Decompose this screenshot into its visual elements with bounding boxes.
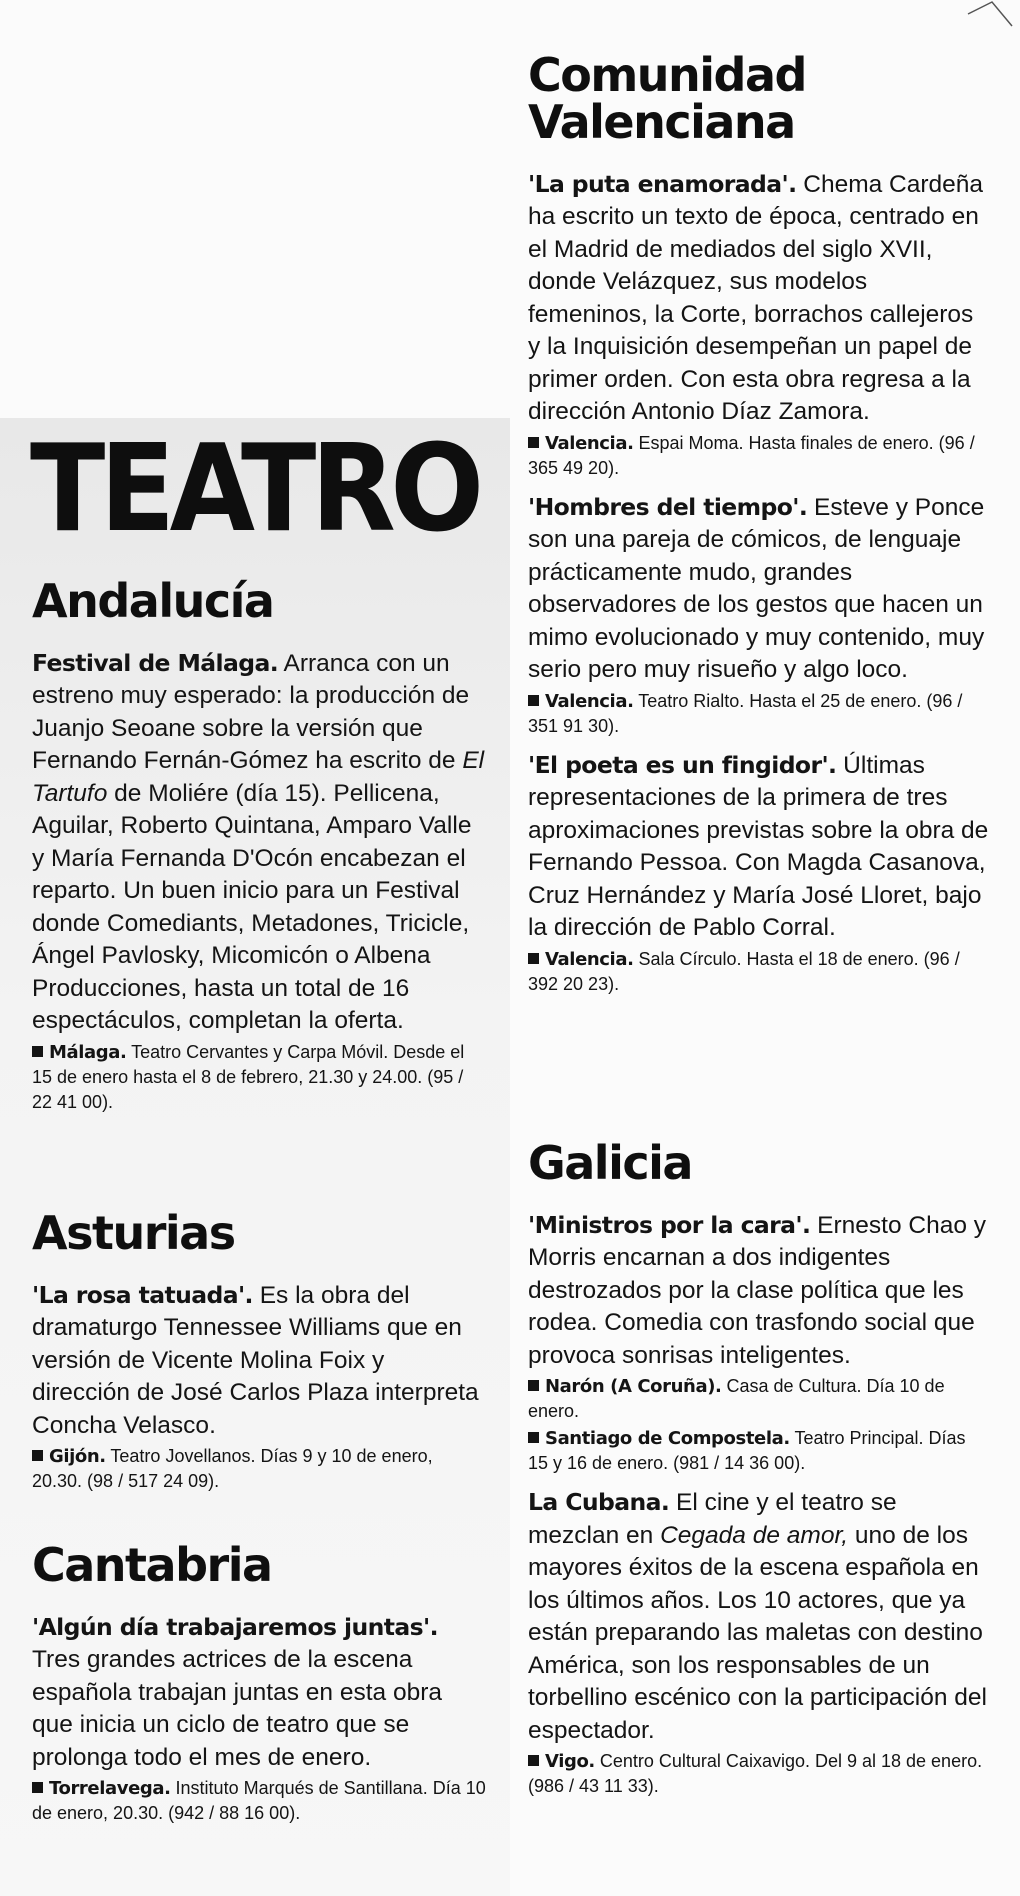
listing-text: Chema Cardeña ha escrito un texto de época, centrado en el Madrid de mediados del siglo XVII, donde Velázquez, sus modelos femeninos, la Corte, borrachos callejeros y la Inquisición desempeñan un papel de primer orden. Con esta obra regresa a la dirección Antonio Díaz Zamora. [528,170,984,426]
listing-venue-info [528,1374,990,1424]
listing-body [528,1486,990,1747]
listing-text: Ernesto Chao y Morris encarnan a dos indigentes destrozados por la clase política que les rodea. Comedia con trasfondo social que provoca sonrisas inteligentes. [528,1211,987,1369]
listing-italic-title: Cegada de amor, [660,1521,849,1549]
venue-details: Casa de Cultura. Día 10 de enero. [528,1376,945,1422]
venue-details: Espai Moma. Hasta finales de enero. (96 / 365 49 20). [528,432,975,478]
listing-venue-info [32,1040,487,1115]
venue-city: Valencia. [545,690,634,712]
venue-city: Narón (A Coruña). [545,1376,722,1398]
listing-lead: 'La rosa tatuada'. [32,1280,253,1309]
square-bullet-icon [528,953,539,964]
listing-text: de Moliére (día 15). Pellicena, Aguilar, Roberto Quintana, Amparo Valle y María Fernanda D'Ocón encabezan el reparto. Un buen inicio para un Festival donde Comediants, Metadones, Tricicle, Ángel Pavlosky, Micomicón o Albena Producciones, hasta un total de 16 espectáculos, completan la oferta. [32,779,472,1035]
venue-details: Sala Círculo. Hasta el 18 de enero. (96 / 392 20 23). [528,948,960,994]
listing-lead: 'Hombres del tiempo'. [528,492,808,521]
listing-item [528,1209,990,1477]
listing-text: Tres grandes actrices de la escena española trabajan juntas en esta obra que inicia un ciclo de teatro que se prolonga todo el mes de enero. [32,1646,442,1771]
region-heading: Galicia [528,1136,692,1190]
listing-text: Últimas representaciones de la primera de tres aproximaciones previstas sobre la obra de Fernando Pessoa. Con Magda Casanova, Cruz Hernández y María José Lloret, bajo la dirección de Pablo Corral. [528,751,989,942]
listing-body [528,168,990,429]
venue-city: Valencia. [545,432,634,454]
listing-venue-info [32,1776,487,1826]
venue-details: Centro Cultural Caixavigo. Del 9 al 18 de enero. (986 / 43 11 33). [528,1751,983,1797]
section-cantabria [32,1538,487,1836]
listing-text: uno de los mayores éxitos de la escena española en los últimos años. Los 10 actores, que ya están preparando las maletas con destino América, son los responsables de un torbellino escénico con la participación del espectador. [528,1521,987,1744]
section-galicia [528,1136,990,1809]
region-heading: Andalucía [32,574,274,628]
listing-lead: 'Ministros por la cara'. [528,1210,811,1239]
listing-lead: 'La puta enamorada'. [528,169,797,198]
listing-body [528,749,990,945]
listing-text: El cine y el teatro se mezclan en [528,1489,897,1549]
listing-item [528,491,990,739]
venue-city: Gijón. [49,1446,106,1468]
listing-text: Arranca con un estreno muy esperado: la producción de Juanjo Seoane sobre la versión que Fernando Fernán-Gómez ha escrito de [32,649,470,775]
section-andalucia [32,574,487,1125]
corner-fold-mark [966,0,1014,30]
section-asturias [32,1206,487,1504]
region-heading: Cantabria [32,1538,272,1592]
listing-venue-info [528,947,990,997]
listing-lead: 'El poeta es un fingidor'. [528,750,837,779]
listing-text: Esteve y Ponce son una pareja de cómicos, de lenguaje prácticamente mudo, grandes observadores de los gestos que hacen un mimo evolucionado y muy contenido, muy serio pero muy risueño y algo loco. [528,493,985,684]
listing-body [32,1611,487,1775]
venue-city: Valencia. [545,948,634,970]
section-title: TEATRO [30,420,479,559]
venue-city: Torrelavega. [49,1778,171,1800]
venue-city: Málaga. [49,1041,127,1063]
listing-item [32,1611,487,1827]
listing-venue-info [528,1749,990,1799]
square-bullet-icon [528,1432,539,1443]
listing-venue-info [32,1444,487,1494]
region-heading: Asturias [32,1206,235,1260]
section-comunidad-valenciana [528,48,990,1007]
listing-item [32,1279,487,1495]
listing-venue-info [528,689,990,739]
listing-lead: La Cubana. [528,1488,670,1517]
venue-city: Santiago de Compostela. [545,1428,790,1450]
venue-city: Vigo. [545,1751,595,1773]
venue-details: Instituto Marqués de Santillana. Día 10 de enero, 20.30. (942 / 88 16 00). [32,1778,486,1824]
listing-lead: 'Algún día trabajaremos juntas'. [32,1612,438,1641]
listing-italic-title: El Tartufo [32,747,485,807]
square-bullet-icon [32,1450,43,1461]
venue-details: Teatro Jovellanos. Días 9 y 10 de enero, 20.30. (98 / 517 24 09). [32,1446,433,1492]
listing-body [528,491,990,687]
venue-details: Teatro Cervantes y Carpa Móvil. Desde el 15 de enero hasta el 8 de febrero, 21.30 y 24.00. (95 / 22 41 00). [32,1041,465,1112]
venue-details: Teatro Principal. Días 15 y 16 de enero. (981 / 14 36 00). [528,1428,966,1474]
listing-item [528,1486,990,1799]
listing-item [32,647,487,1115]
square-bullet-icon [528,1380,539,1391]
square-bullet-icon [528,437,539,448]
square-bullet-icon [32,1782,43,1793]
region-heading: Comunidad Valenciana [528,48,806,149]
venue-details: Teatro Rialto. Hasta el 25 de enero. (96 / 351 91 30). [528,690,963,736]
listing-venue-info [528,431,990,481]
listing-lead: Festival de Málaga. [32,648,279,677]
listing-body [32,1279,487,1443]
square-bullet-icon [32,1046,43,1057]
listing-body [528,1209,990,1373]
listing-venue-info [528,1426,990,1476]
listing-item [528,168,990,481]
listing-body [32,647,487,1038]
listing-text: Es la obra del dramaturgo Tennessee Williams que en versión de Vicente Molina Foix y dirección de José Carlos Plaza interpreta Concha Velasco. [32,1281,479,1439]
listing-item [528,749,990,997]
square-bullet-icon [528,1755,539,1766]
square-bullet-icon [528,695,539,706]
